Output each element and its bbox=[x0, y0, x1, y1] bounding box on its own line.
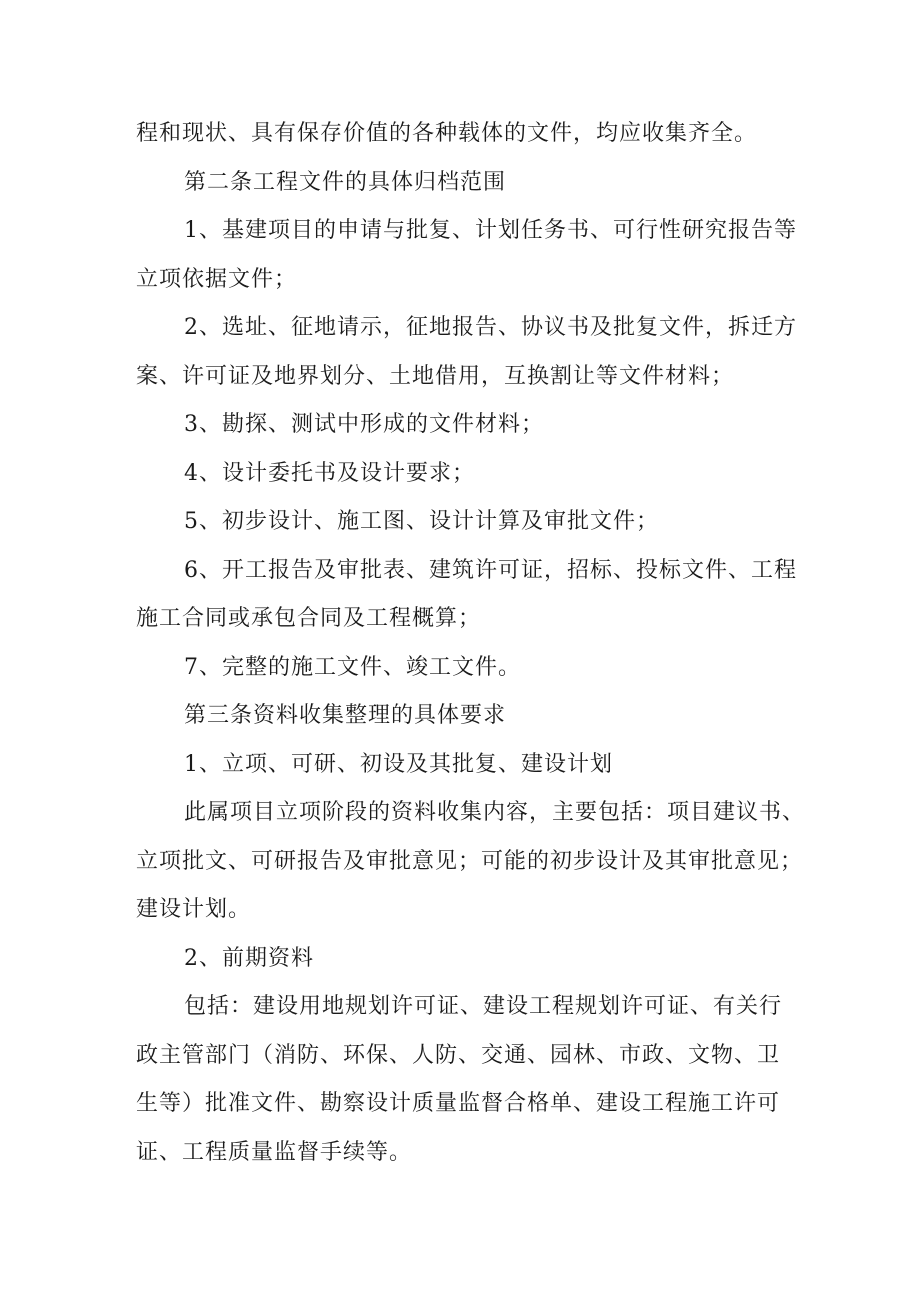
text-line: 程和现状、具有保存价值的各种载体的文件，均应收集齐全。 bbox=[136, 121, 758, 146]
list-item-2 bbox=[136, 304, 812, 401]
section-heading-article-3 bbox=[136, 692, 812, 741]
text-line: 包括：建设用地规划许可证、建设工程规划许可证、有关行 bbox=[184, 994, 783, 1019]
paragraph-preliminary-materials bbox=[136, 983, 812, 1177]
text-line: 5、初步设计、施工图、设计计算及审批文件； bbox=[184, 509, 659, 534]
subsection-heading-1 bbox=[136, 741, 812, 790]
paragraph-continuation bbox=[136, 110, 812, 159]
text-line: 1、立项、可研、初设及其批复、建设计划 bbox=[184, 751, 613, 777]
text-line: 第二条工程文件的具体归档范围 bbox=[184, 169, 507, 195]
text-line: 案、许可证及地界划分、土地借用，互换割让等文件材料； bbox=[136, 363, 735, 389]
list-item-5 bbox=[136, 498, 812, 547]
text-line: 证、工程质量监督手续等。 bbox=[136, 1139, 413, 1165]
text-line: 建设计划。 bbox=[136, 897, 252, 922]
text-line: 生等）批准文件、勘察设计质量监督合格单、建设工程施工许可 bbox=[136, 1091, 781, 1116]
subsection-heading-2 bbox=[136, 935, 812, 984]
text-line: 施工合同或承包合同及工程概算； bbox=[136, 606, 482, 631]
paragraph-approval-stage bbox=[136, 789, 812, 935]
list-item-7 bbox=[136, 644, 812, 693]
document-body bbox=[136, 110, 812, 1177]
list-item-4 bbox=[136, 450, 812, 499]
text-line: 3、勘探、测试中形成的文件材料； bbox=[184, 412, 544, 437]
text-line: 4、设计委托书及设计要求； bbox=[184, 460, 475, 486]
text-line: 1、基建项目的申请与批复、计划任务书、可行性研究报告等 bbox=[184, 218, 797, 243]
text-line: 2、选址、征地请示，征地报告、协议书及批复文件，拆迁方 bbox=[184, 315, 797, 340]
text-line: 立项批文、可研报告及审批意见；可能的初步设计及其审批意见； bbox=[136, 848, 804, 874]
list-item-3 bbox=[136, 401, 812, 450]
text-line: 7、完整的施工文件、竣工文件。 bbox=[184, 654, 521, 680]
text-line: 2、前期资料 bbox=[184, 945, 314, 971]
text-line: 第三条资料收集整理的具体要求 bbox=[184, 703, 507, 728]
list-item-6 bbox=[136, 547, 812, 644]
text-line: 政主管部门（消防、环保、人防、交通、园林、市政、文物、卫 bbox=[136, 1042, 781, 1068]
text-line: 6、开工报告及审批表、建筑许可证，招标、投标文件、工程 bbox=[184, 557, 797, 583]
list-item-1 bbox=[136, 207, 812, 304]
text-line: 立项依据文件； bbox=[136, 266, 298, 292]
section-heading-article-2 bbox=[136, 159, 812, 208]
text-line: 此属项目立项阶段的资料收集内容，主要包括：项目建议书、 bbox=[184, 800, 806, 825]
